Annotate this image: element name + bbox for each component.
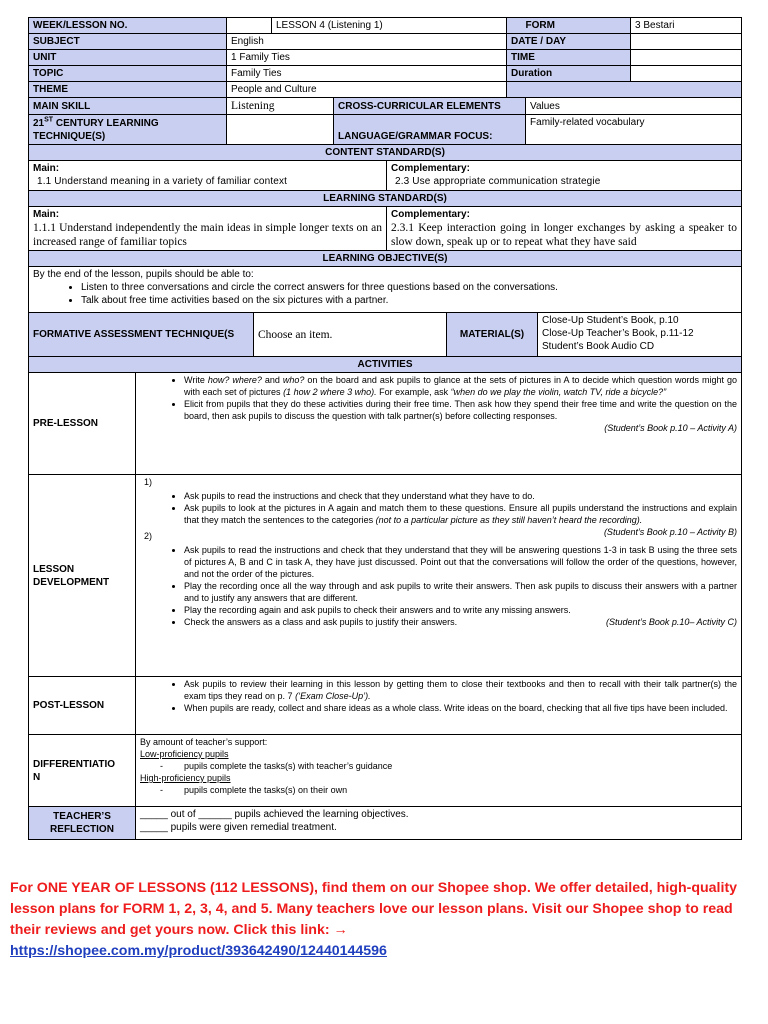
learning-objective-body bbox=[29, 267, 742, 313]
low-proficiency-item: - pupils complete the tasks(s) with teacher’s guidance bbox=[160, 761, 393, 771]
material-item: Close-Up Student’s Book, p.10 bbox=[542, 315, 679, 326]
material-item: Student’s Book Audio CD bbox=[542, 341, 655, 352]
cross-curricular-value: Values bbox=[526, 98, 742, 115]
material-list bbox=[538, 313, 742, 357]
duration-label: Duration bbox=[507, 66, 631, 82]
assessment-table bbox=[28, 312, 742, 357]
development-item: • Ask pupils to read the instructions and check that they understand that they will be answering questions 1-3 in task B using the three sets of pictures A, B and C in task A, they have just discussed. Point out that the conversations will follow the order of the questions, however, and not the order of the pictures. bbox=[184, 544, 737, 580]
topic-label: TOPIC bbox=[29, 66, 227, 82]
pre-lesson-body bbox=[136, 373, 742, 475]
pre-lesson-reference: (Student’s Book p.10 – Activity A) bbox=[604, 423, 738, 433]
differentiation-label: DIFFERENTIATIO N bbox=[29, 735, 136, 807]
time-label: TIME bbox=[507, 50, 631, 66]
subject-label: SUBJECT bbox=[29, 34, 227, 50]
post-lesson-item: • Ask pupils to review their learning in this lesson by getting them to close their textbooks and then to recall with their talk partner(s) the exam tips they read on p. 7 (‘Exam Close-Up’). bbox=[184, 678, 737, 702]
learning-objective-title: LEARNING OBJECTIVE(S) bbox=[29, 251, 742, 267]
pre-lesson-item: • Write how? where? and who? on the board and ask pupils to glance at the sets of pictures in A to decide which question words might go with each set of pictures (1 how 2 where 3 who). For example, ask “when do we play the violin, watch TV, ride a bicycle?” bbox=[184, 374, 737, 398]
material-item: Close-Up Teacher’s Book, p.11-12 bbox=[542, 328, 694, 339]
shopee-link[interactable]: https://shopee.com.my/product/393642490/12440144596 bbox=[10, 943, 387, 959]
promo-banner bbox=[10, 878, 750, 962]
high-proficiency-item: - pupils complete the tasks(s) on their own bbox=[160, 785, 348, 795]
post-lesson-item: • When pupils are ready, collect and share ideas as a whole class. Write ideas on the board, checking that all five tips have been included. bbox=[184, 702, 737, 714]
assessment-label: FORMATIVE ASSESSMENT TECHNIQUE(S bbox=[29, 313, 254, 357]
theme-value: People and Culture bbox=[227, 82, 507, 98]
post-lesson-label: POST-LESSON bbox=[29, 677, 136, 735]
grammar-focus-value: Family-related vocabulary bbox=[526, 115, 742, 145]
main-skill-label: MAIN SKILL bbox=[29, 98, 227, 115]
week-value[interactable] bbox=[227, 18, 272, 34]
standards-table bbox=[28, 144, 742, 313]
development-item: • Play the recording again and ask pupils to check their answers and to write any missing answers. bbox=[184, 604, 737, 616]
low-proficiency-heading: Low-proficiency pupils bbox=[140, 749, 229, 759]
lesson-plan-document bbox=[28, 17, 741, 840]
learning-objective-intro: By the end of the lesson, pupils should be able to: bbox=[33, 269, 254, 280]
subject-value: English bbox=[227, 34, 507, 50]
unit-label: UNIT bbox=[29, 50, 227, 66]
date-value[interactable] bbox=[631, 34, 742, 50]
activities-title: ACTIVITIES bbox=[29, 357, 742, 373]
pre-lesson-item: • Elicit from pupils that they do these activities during their free time. Then ask how they spend their free time and write the question on the board, then ask pupils to discuss the question with talk partner(s) before collecting responses. bbox=[184, 398, 737, 422]
theme-label: THEME bbox=[29, 82, 227, 98]
reflection-line: _____ pupils were given remedial treatment. bbox=[140, 822, 337, 833]
form-value: 3 Bestari bbox=[631, 18, 742, 34]
promo-text: For ONE YEAR OF LESSONS (112 LESSONS), find them on our Shopee shop. We offer detailed, high-quality lesson plans for FORM 1, 2, 3, 4, and 5. Many teachers love our lesson plans. Visit our Shopee shop to read their reviews and get yours now. Click this link: → bbox=[10, 880, 738, 938]
header-table bbox=[28, 17, 742, 145]
learning-standard-complementary: Complementary: 2.3.1 Keep interaction going in longer exchanges by asking a speaker to slow down, speak up or to repeat what they have said bbox=[387, 207, 742, 251]
pre-lesson-label: PRE-LESSON bbox=[29, 373, 136, 475]
unit-value: 1 Family Ties bbox=[227, 50, 507, 66]
century-learning-label: 21ST CENTURY LEARNING TECHNIQUE(S) bbox=[29, 115, 227, 145]
week-label: WEEK/LESSON NO. bbox=[29, 18, 227, 34]
high-proficiency-heading: High-proficiency pupils bbox=[140, 773, 231, 783]
post-lesson-body bbox=[136, 677, 742, 735]
lesson-development-body: 1) • Ask pupils to read the instructions and check that they understand what they have to do. • Ask pupils to look at the pictures in A again and match them to these questions. Ensure all pupils understand the instructions and explain that they match the sentences to the categories (not to a particular picture as they still haven’t heard the recording). (Student’s Book p.10 – Activity B) 2) • Ask pupils to read the instructions and check that they understand that they will be answering questions 1-3 in task B using the three sets of pictures A, B and C in task A, they have just discussed. Point out that the conversations will follow the order of the questions, however, and not the order of the pictures. • Play the recording once all the way through and ask pupils to write their answers. Then ask pupils to discuss their answers with a partner and to justify any answers that are different. • Play the recording again and ask pupils to check their answers and to write any missing answers. • Check the answers as a class and ask pupils to justify their answers. (Student’s Book p.10– Activity C) bbox=[136, 475, 742, 677]
material-label: MATERIAL(S) bbox=[447, 313, 538, 357]
content-standard-title: CONTENT STANDARD(S) bbox=[29, 145, 742, 161]
lesson-value: LESSON 4 (Listening 1) bbox=[272, 18, 507, 34]
lesson-development-label: LESSON DEVELOPMENT bbox=[29, 475, 136, 677]
differentiation-body: By amount of teacher’s support: Low-proficiency pupils - pupils complete the tasks(s) with teacher’s guidance High-proficiency pupils - pupils complete the tasks(s) on their own bbox=[136, 735, 742, 807]
learning-objective-item: • Talk about free time activities based on the six pictures with a partner. bbox=[81, 294, 737, 307]
reflection-line: _____ out of ______ pupils achieved the learning objectives. bbox=[140, 809, 409, 820]
topic-value: Family Ties bbox=[227, 66, 507, 82]
date-label: DATE / DAY bbox=[507, 34, 631, 50]
reflection-body bbox=[136, 807, 742, 840]
development-item: • Ask pupils to read the instructions and check that they understand what they have to do. bbox=[184, 490, 737, 502]
learning-standard-title: LEARNING STANDARD(S) bbox=[29, 191, 742, 207]
content-standard-main: Main: 1.1 Understand meaning in a variety of familiar context bbox=[29, 161, 387, 191]
learning-standard-main: Main: 1.1.1 Understand independently the main ideas in simple longer texts on an increased range of familiar topics bbox=[29, 207, 387, 251]
main-skill-value: Listening bbox=[227, 98, 334, 115]
time-value[interactable] bbox=[631, 50, 742, 66]
assessment-dropdown[interactable]: Choose an item. bbox=[254, 313, 447, 357]
content-standard-complementary: Complementary: 2.3 Use appropriate communication strategie bbox=[387, 161, 742, 191]
development-item: • Ask pupils to look at the pictures in A again and match them to these questions. Ensure all pupils understand the instructions and explain that they match the sentences to the categories (not to a particular picture as they still haven’t heard the recording). (Student’s Book p.10 – Activity B) bbox=[184, 502, 737, 526]
development-item: • Play the recording once all the way through and ask pupils to write their answers. Then ask pupils to discuss their answers with a partner and to justify any answers that are different. bbox=[184, 580, 737, 604]
cross-curricular-label: CROSS-CURRICULAR ELEMENTS bbox=[334, 98, 526, 115]
form-label: FORM bbox=[526, 18, 631, 34]
grammar-focus-label: LANGUAGE/GRAMMAR FOCUS: bbox=[334, 115, 526, 145]
century-learning-value[interactable] bbox=[227, 115, 334, 145]
activities-table bbox=[28, 356, 742, 840]
learning-objective-item: • Listen to three conversations and circle the correct answers for three questions based on the conversations. bbox=[81, 281, 737, 294]
duration-value[interactable] bbox=[631, 66, 742, 82]
development-item: • Check the answers as a class and ask pupils to justify their answers. (Student’s Book p.10– Activity C) bbox=[184, 616, 737, 628]
reflection-label: TEACHER’S REFLECTION bbox=[29, 807, 136, 840]
